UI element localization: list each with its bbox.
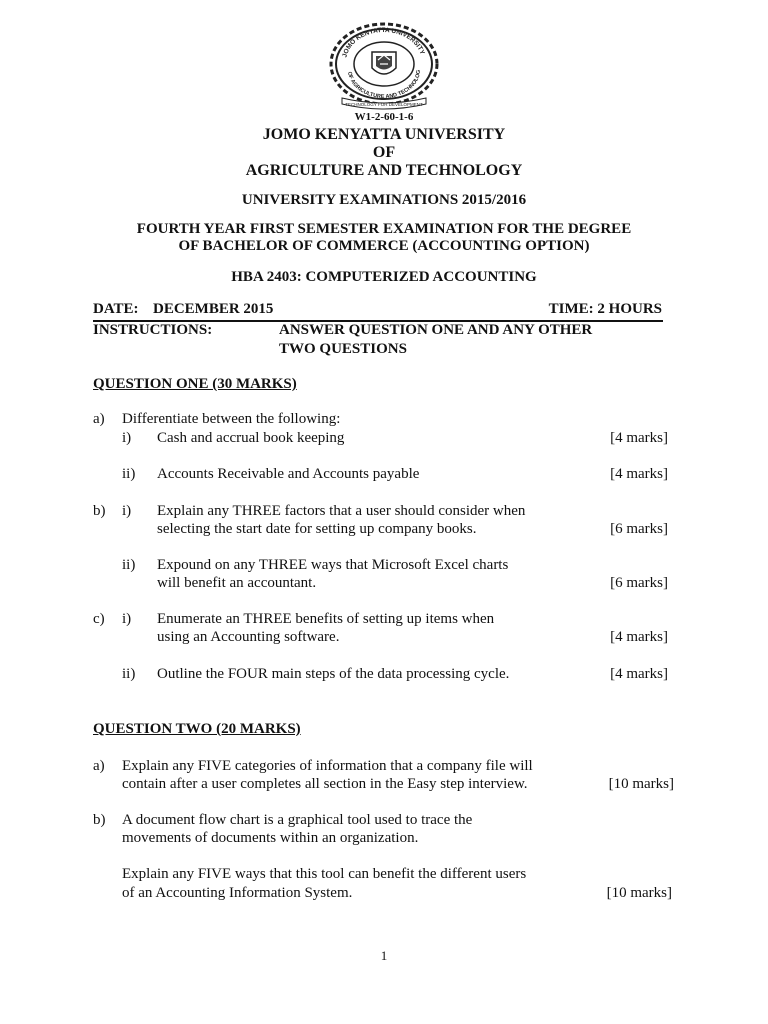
q2-a-line2: contain after a user completes all section in the Easy step interview. (122, 776, 528, 792)
q1-a-label: a) (93, 411, 105, 427)
q2-a-label: a) (93, 758, 105, 774)
q1-c-ii-text: Outline the FOUR main steps of the data processing cycle. (157, 666, 510, 682)
q2-b-line4: of an Accounting Information System. (122, 885, 353, 901)
q1-b-ii-line1: Expound on any THREE ways that Microsoft Excel charts (157, 557, 509, 573)
q1-c-i-num: i) (122, 611, 132, 627)
date-value: DECEMBER 2015 (153, 301, 274, 317)
q2-b-line1: A document flow chart is a graphical tool used to trace the (122, 812, 473, 828)
q1-b-ii-num: ii) (122, 557, 136, 573)
shield-icon (372, 52, 396, 74)
q1-c-label: c) (93, 611, 105, 627)
q1-c-ii-num: ii) (122, 666, 136, 682)
q1-c-ii-marks: [4 marks] (610, 666, 668, 682)
paper-code: W1-2-60-1-6 (354, 111, 414, 123)
q1-b-ii-line2: will benefit an accountant. (157, 575, 317, 591)
q1-c-i-marks: [4 marks] (610, 629, 668, 645)
q1-b-i-line1: Explain any THREE factors that a user should consider when (157, 503, 526, 519)
logo-motto: TECHNOLOGY FOR DEVELOPMENT (345, 102, 423, 107)
university-logo (328, 20, 440, 110)
q1-a-ii-num: ii) (122, 466, 136, 482)
q1-b-i-num: i) (122, 503, 132, 519)
question-two-heading: QUESTION TWO (20 MARKS) (93, 721, 301, 737)
q1-a-i-text: Cash and accrual book keeping (157, 430, 345, 446)
university-name-line3: AGRICULTURE AND TECHNOLOGY (245, 162, 523, 179)
q2-b-line2: movements of documents within an organization. (122, 830, 419, 846)
page-number: 1 (380, 948, 388, 963)
q2-b-marks: [10 marks] (606, 885, 672, 901)
exam-duration: TIME: 2 HOURS (548, 301, 662, 317)
university-name-line1: JOMO KENYATTA UNIVERSITY (262, 126, 506, 143)
logo-ring-text-bottom: OF AGRICULTURE AND TECHNOLOG (346, 69, 423, 101)
q2-a-line1: Explain any FIVE categories of information that a company file will (122, 758, 533, 774)
degree-line1: FOURTH YEAR FIRST SEMESTER EXAMINATION FOR THE DEGREE (136, 221, 632, 237)
instructions-label: INSTRUCTIONS: (93, 322, 213, 338)
exam-title: UNIVERSITY EXAMINATIONS 2015/2016 (241, 192, 527, 208)
q1-a-ii-marks: [4 marks] (610, 466, 668, 482)
q2-b-label: b) (93, 812, 106, 828)
q1-b-i-marks: [6 marks] (610, 521, 668, 537)
q1-b-label: b) (93, 503, 106, 519)
university-name-line2: OF (372, 144, 396, 161)
q1-a-intro: Differentiate between the following: (122, 411, 341, 427)
q1-c-i-line2: using an Accounting software. (157, 629, 340, 645)
logo-ring-text-top: JOMO KENYATTA UNIVERSITY (341, 26, 426, 59)
q1-b-i-line2: selecting the start date for setting up company books. (157, 521, 477, 537)
q1-a-ii-text: Accounts Receivable and Accounts payable (157, 466, 420, 482)
q1-a-i-num: i) (122, 430, 132, 446)
q2-b-line3: Explain any FIVE ways that this tool can benefit the different users (122, 866, 527, 882)
course-title: HBA 2403: COMPUTERIZED ACCOUNTING (231, 269, 537, 285)
date-label: DATE: (93, 301, 139, 317)
q2-a-marks: [10 marks] (608, 776, 674, 792)
q1-a-i-marks: [4 marks] (610, 430, 668, 446)
q1-b-ii-marks: [6 marks] (610, 575, 668, 591)
instructions-line2: TWO QUESTIONS (279, 341, 407, 357)
q1-c-i-line1: Enumerate an THREE benefits of setting up items when (157, 611, 495, 627)
question-one-heading: QUESTION ONE (30 MARKS) (93, 376, 297, 392)
instructions-line1: ANSWER QUESTION ONE AND ANY OTHER (279, 322, 593, 338)
degree-line2: OF BACHELOR OF COMMERCE (ACCOUNTING OPTION) (178, 238, 590, 254)
